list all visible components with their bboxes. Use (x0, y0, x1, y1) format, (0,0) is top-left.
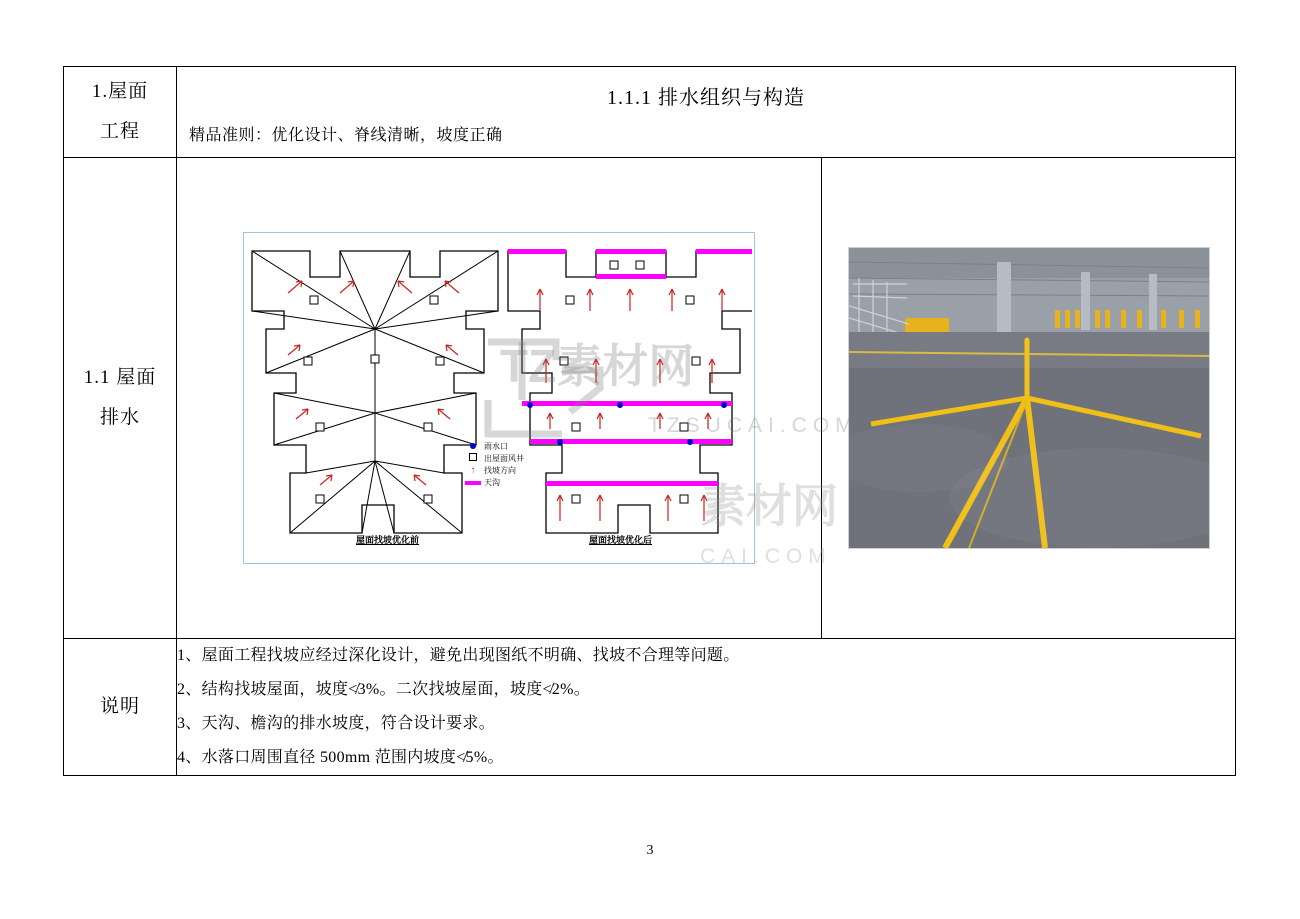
blue-dot-icon (462, 441, 484, 453)
subsection-label-line2: 排水 (99, 407, 140, 428)
legend-label-drain: 雨水口 (484, 442, 508, 451)
spec-table (63, 66, 1236, 776)
notes-label-cell (64, 639, 177, 776)
legend-item-slope (462, 465, 524, 477)
subsection-label-cell (64, 158, 177, 639)
legend-item-gutter (462, 477, 524, 489)
watermark-text-3: 素材网 (700, 480, 838, 532)
legend-label-slope: 找坡方向 (484, 466, 516, 475)
note-item-4: 4、水落口周围直径 500mm 范围内坡度≮5%。 (177, 749, 504, 766)
table-notes-row (64, 639, 1236, 776)
notes-content-cell (177, 639, 1236, 776)
legend-item-vent (462, 453, 524, 465)
section-label-line1: 1.屋面 (91, 81, 149, 102)
roof-plan-drawing (243, 232, 755, 564)
notes-label: 说明 (99, 696, 140, 717)
watermark-text-4: CAI.COM (700, 545, 832, 568)
note-item-1: 1、屋面工程找坡应经过深化设计，避免出现图纸不明确、找坡不合理等问题。 (177, 647, 740, 664)
magenta-bar-icon (462, 477, 484, 489)
roof-plan-svg (244, 233, 752, 561)
roof-photo-cell (822, 158, 1236, 639)
legend-label-vent: 出屋面风井 (484, 454, 524, 463)
watermark-text-1: TZ素材网 (500, 340, 695, 392)
table-header-row (64, 67, 1236, 158)
roof-drainage-photo (848, 247, 1210, 549)
red-arrow-icon: ↑ (470, 465, 476, 476)
section-label-cell (64, 67, 177, 158)
legend-item-drain (462, 441, 524, 453)
page-subtitle: 精品准则：优化设计、脊线清晰，坡度正确 (189, 127, 503, 144)
watermark-text-2: TZSUCAI.COM (648, 414, 859, 437)
table-content-row (64, 158, 1236, 639)
roof-drainage-drawing-cell (177, 158, 822, 639)
drawing-caption-before: 屋面找坡优化前 (356, 535, 420, 545)
photo-overlay-svg (849, 248, 1209, 548)
legend-label-gutter: 天沟 (484, 478, 500, 487)
page-title: 1.1.1 排水组织与构造 (607, 87, 805, 109)
header-content-cell (177, 67, 1236, 158)
page-number: 3 (646, 843, 654, 858)
drawing-legend (462, 441, 524, 489)
drawing-caption-after: 屋面找坡优化后 (589, 535, 653, 545)
note-item-2: 2、结构找坡屋面，坡度≮3%。二次找坡屋面，坡度≮2%。 (177, 681, 591, 698)
white-square-icon (462, 453, 484, 465)
note-item-3: 3、天沟、檐沟的排水坡度，符合设计要求。 (177, 715, 496, 732)
subsection-label-line1: 1.1 屋面 (83, 367, 157, 388)
section-label-line2: 工程 (99, 121, 140, 142)
